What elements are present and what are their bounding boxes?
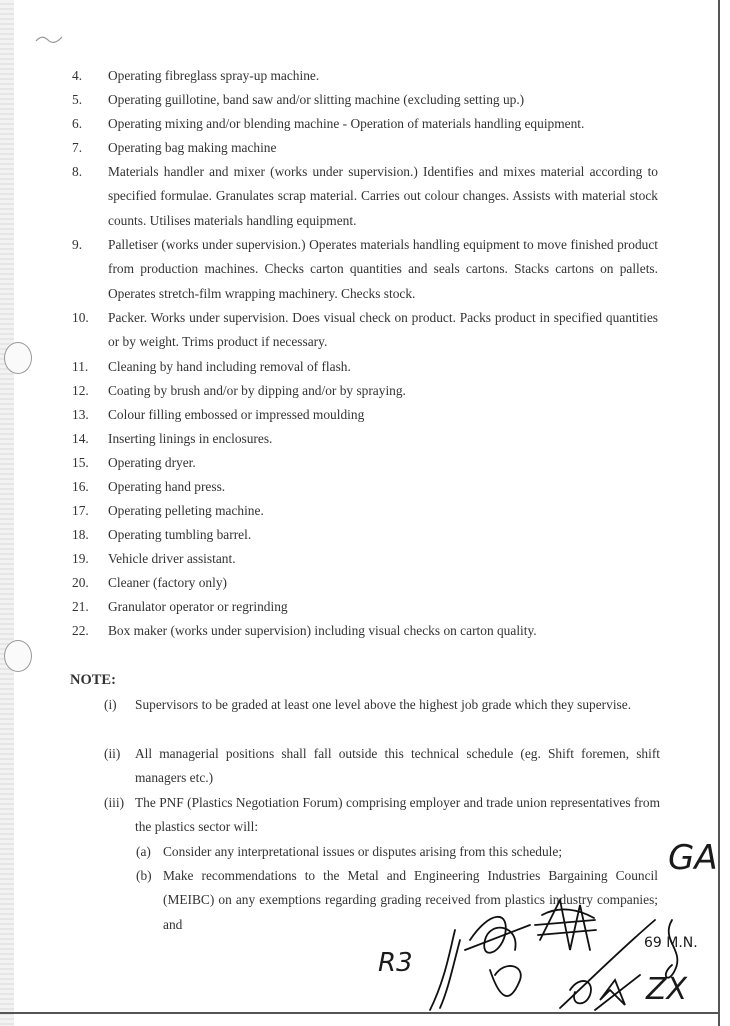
item-text: Box maker (works under supervision) including visual checks on carton quality.: [108, 623, 537, 638]
note-point: [104, 693, 664, 742]
item-number: 22.: [72, 623, 89, 638]
list-item: [62, 571, 662, 595]
note-text: Supervisors to be graded at least one level above the highest job grade which they supervise.: [135, 697, 632, 712]
item-text: Colour filling embossed or impressed moulding: [108, 407, 365, 422]
item-text: Operating dryer.: [108, 455, 196, 470]
item-text: Inserting linings in enclosures.: [108, 431, 273, 446]
list-item: [62, 355, 662, 379]
item-text: Vehicle driver assistant.: [108, 551, 236, 566]
note-label: (ii): [104, 746, 121, 761]
item-text: Coating by brush and/or by dipping and/or by spraying.: [108, 383, 406, 398]
item-text: Operating hand press.: [108, 479, 226, 494]
item-number: 16.: [72, 479, 89, 494]
item-text: Granulator operator or regrinding: [108, 599, 288, 614]
list-item: [62, 64, 662, 88]
note-sublabel: (a): [136, 844, 151, 859]
note-sublabel: (b): [136, 868, 152, 883]
item-text: Operating guillotine, band saw and/or slitting machine (excluding setting up.): [108, 92, 525, 107]
page-border-right: [718, 0, 720, 1026]
list-item: [62, 523, 662, 547]
item-text: Operating bag making machine: [108, 140, 277, 155]
item-number: 15.: [72, 455, 89, 470]
note-label: (iii): [104, 795, 125, 810]
list-item: [62, 112, 662, 136]
list-item: [62, 451, 662, 475]
list-item: [62, 233, 662, 306]
item-number: 14.: [72, 431, 89, 446]
page-border-bottom: [0, 1012, 720, 1014]
item-number: 19.: [72, 551, 89, 566]
punch-hole: [4, 640, 32, 672]
list-item: [62, 160, 662, 233]
item-number: 18.: [72, 527, 89, 542]
item-text: Operating tumbling barrel.: [108, 527, 252, 542]
item-text: Packer. Works under supervision. Does visual check on product. Packs product in specified quantities or by weight. Trims product if necessary.: [108, 310, 658, 350]
item-text: Operating fibreglass spray-up machine.: [108, 68, 320, 83]
note-text: The PNF (Plastics Negotiation Forum) comprising employer and trade union representatives from the plastics sector will:: [135, 795, 660, 835]
item-number: 12.: [72, 383, 89, 398]
item-number: 9.: [72, 237, 83, 252]
item-number: 21.: [72, 599, 89, 614]
item-text: Operating mixing and/or blending machine - Operation of materials handling equipment.: [108, 116, 585, 131]
note-subtext: Consider any interpretational issues or disputes arising from this schedule;: [163, 844, 563, 859]
list-item: [62, 475, 662, 499]
item-number: 4.: [72, 68, 83, 83]
item-number: 17.: [72, 503, 89, 518]
item-text: Cleaner (factory only): [108, 575, 227, 590]
list-item: [62, 547, 662, 571]
item-number: 13.: [72, 407, 89, 422]
list-item: [62, 403, 662, 427]
item-number: 5.: [72, 92, 83, 107]
handwritten-initials: ZX: [646, 972, 688, 1007]
punch-hole: [4, 342, 32, 374]
note-subtext: Make recommendations to the Metal and Engineering Industries Bargaining Council (MEIBC) on any exemptions regarding grading received from plastics industry companies; and: [163, 868, 658, 932]
note-subpoint: [136, 864, 660, 937]
list-item: [62, 595, 662, 619]
list-item: [62, 379, 662, 403]
item-number: 20.: [72, 575, 89, 590]
item-text: Operating pelleting machine.: [108, 503, 264, 518]
scan-mark: [34, 32, 64, 46]
binder-edge: [0, 0, 14, 1026]
handwritten-page-note: 69 M.N.: [644, 935, 698, 951]
list-item: [62, 306, 662, 355]
item-text: Cleaning by hand including removal of flash.: [108, 359, 351, 374]
list-item: [62, 619, 662, 643]
item-number: 8.: [72, 164, 83, 179]
note-label: (i): [104, 697, 117, 712]
item-number: 6.: [72, 116, 83, 131]
note-text: All managerial positions shall fall outside this technical schedule (eg. Shift foremen, shift managers etc.): [135, 746, 660, 786]
item-text: Materials handler and mixer (works under supervision.) Identifies and mixes material according to specified formulae. Granulates scrap material. Carries out colour changes. Assists with material stock counts. Utilises materials handling equipment.: [108, 164, 658, 228]
handwritten-initials: R3: [378, 948, 413, 978]
item-number: 7.: [72, 140, 83, 155]
item-number: 10.: [72, 310, 89, 325]
note-point: [104, 791, 664, 840]
list-item: [62, 427, 662, 451]
note-subpoint: [136, 840, 660, 864]
list-item: [62, 499, 662, 523]
handwritten-initials: GA: [668, 838, 718, 878]
item-number: 11.: [72, 359, 89, 374]
list-item: [62, 136, 662, 160]
note-heading: NOTE:: [70, 672, 116, 688]
list-item: [62, 88, 662, 112]
item-text: Palletiser (works under supervision.) Operates materials handling equipment to move finished product from production machines. Checks carton quantities and seals cartons. Stacks cartons on pallets. Operates stretch-film wrapping machinery. Checks stock.: [108, 237, 658, 301]
note-point: [104, 742, 664, 791]
